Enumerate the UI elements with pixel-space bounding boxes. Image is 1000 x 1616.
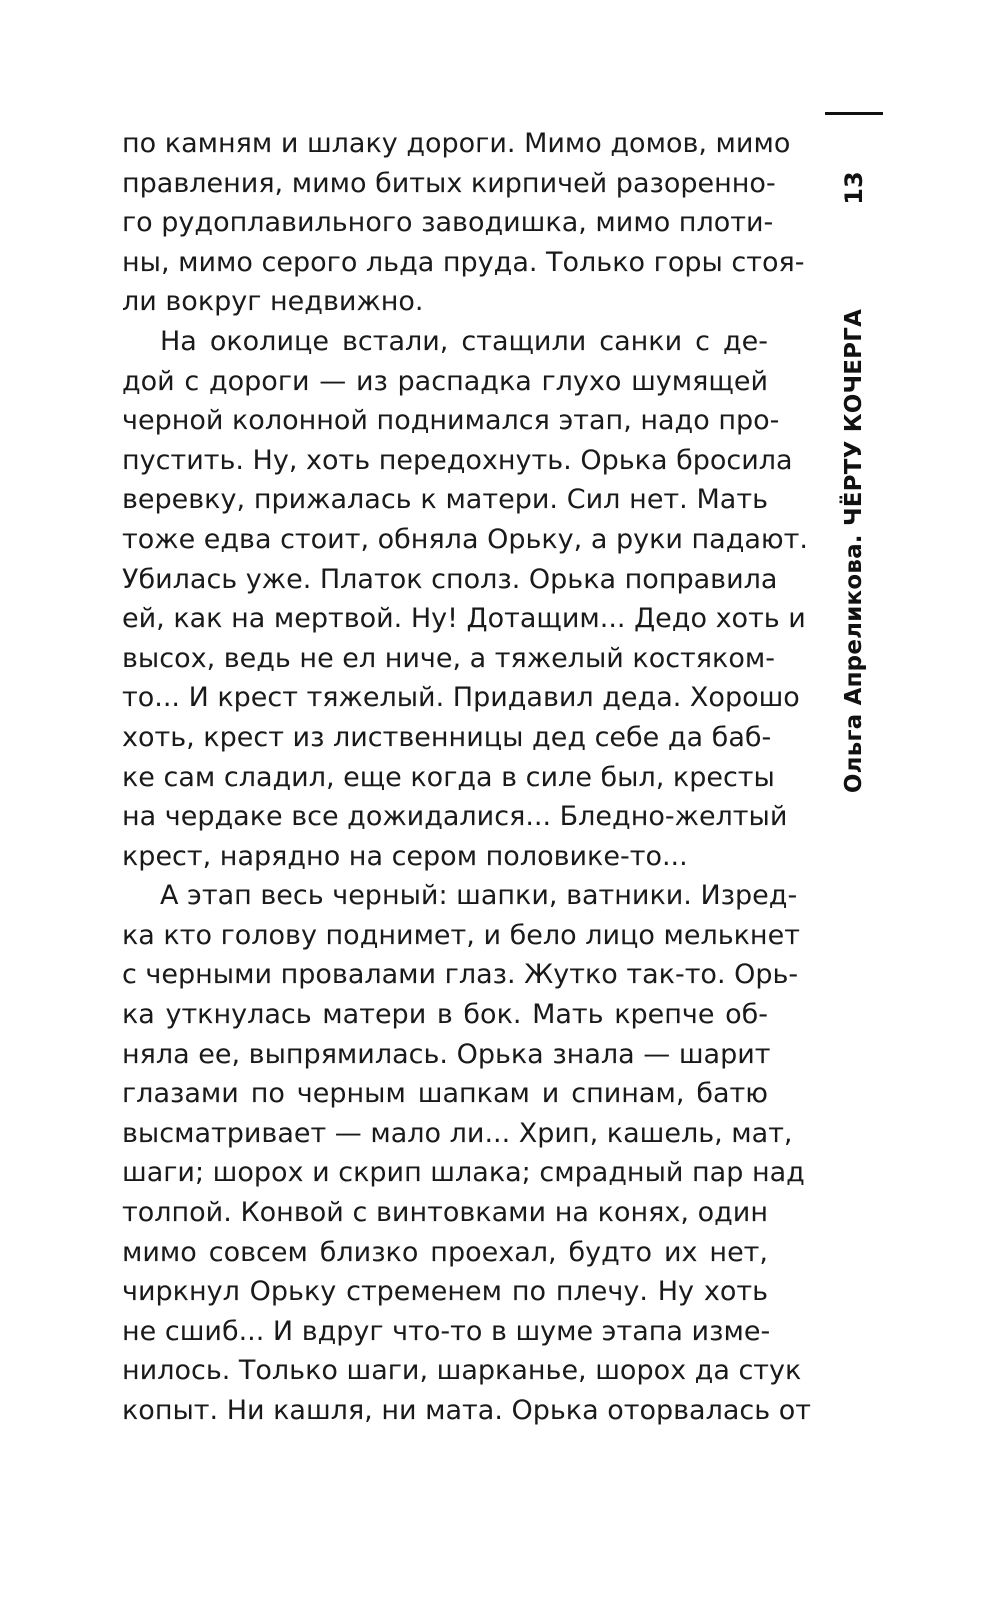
text-line: чиркнул Орьку стременем по плечу. Ну хоть xyxy=(122,1276,768,1308)
text-line: дой с дороги — из распадка глухо шумящей xyxy=(122,365,768,397)
text-line: черной колонной поднимался этап, надо про- xyxy=(122,405,780,437)
text-line: ли вокруг недвижно. xyxy=(122,286,424,318)
paragraph-start-line: А этап весь черный: шапки, ватники. Изред- xyxy=(160,880,798,912)
text-line: пустить. Ну, хоть передохнуть. Орька бросила xyxy=(122,444,793,476)
text-line: с черными провалами глаз. Жутко так-то. Орь- xyxy=(122,959,799,991)
text-line: тоже едва стоит, обняла Орьку, а руки падают. xyxy=(122,523,808,555)
body-text xyxy=(122,124,811,1431)
text-line: ка кто голову поднимет, и бело лицо мелькнет xyxy=(122,919,800,951)
paragraph-start-line: На околице встали, стащили санки с де- xyxy=(160,325,768,357)
text-line: мимо совсем близко проехал, будто их нет, xyxy=(122,1236,768,1268)
text-line: высох, ведь не ел ниче, а тяжелый костяком- xyxy=(122,642,775,674)
text-line: толпой. Конвой с винтовками на конях, один xyxy=(122,1197,768,1229)
text-line: то... И крест тяжелый. Придавил деда. Хорошо xyxy=(122,682,800,714)
text-line: ны, мимо серого льда пруда. Только горы стоя- xyxy=(122,246,805,278)
text-line: Убилась уже. Платок сполз. Орька поправила xyxy=(122,563,778,595)
text-line: ке сам сладил, еще когда в силе был, кресты xyxy=(122,761,775,793)
text-line: правления, мимо битых кирпичей разоренно- xyxy=(122,167,776,199)
text-line: ка уткнулась матери в бок. Мать крепче об- xyxy=(122,999,768,1031)
running-head-rule xyxy=(825,112,883,115)
text-line: на чердаке все дожидалися... Бледно-желтый xyxy=(122,801,788,833)
text-line: глазами по черным шапкам и спинам, батю xyxy=(122,1078,768,1110)
text-line: ей, как на мертвой. Ну! Дотащим... Дедо хоть и xyxy=(122,603,806,635)
text-line: няла ее, выпрямилась. Орька знала — шарит xyxy=(122,1038,771,1070)
running-head-title: Ольга Апреликова. ЧЁРТУ КОЧЕРГА xyxy=(841,308,867,794)
text-line: по камням и шлаку дороги. Мимо домов, мимо xyxy=(122,128,791,159)
page-number: 13 xyxy=(840,171,868,205)
text-line: шаги; шорох и скрип шлака; смрадный пар над xyxy=(122,1157,805,1189)
text-line: нилось. Только шаги, шарканье, шорох да стук xyxy=(122,1355,802,1387)
text-line: хоть, крест из лиственницы дед себе да баб- xyxy=(122,721,772,753)
text-line: не сшиб... И вдруг что-то в шуме этапа изме- xyxy=(122,1315,771,1347)
text-line: крест, нарядно на сером половике-то... xyxy=(122,840,688,872)
text-line: высматривает — мало ли... Хрип, кашель, мат, xyxy=(122,1117,793,1149)
text-line: копыт. Ни кашля, ни мата. Орька оторвалась от xyxy=(122,1395,811,1426)
text-line: веревку, прижалась к матери. Сил нет. Мать xyxy=(122,484,768,516)
text-line: го рудоплавильного заводишка, мимо плоти- xyxy=(122,207,774,239)
